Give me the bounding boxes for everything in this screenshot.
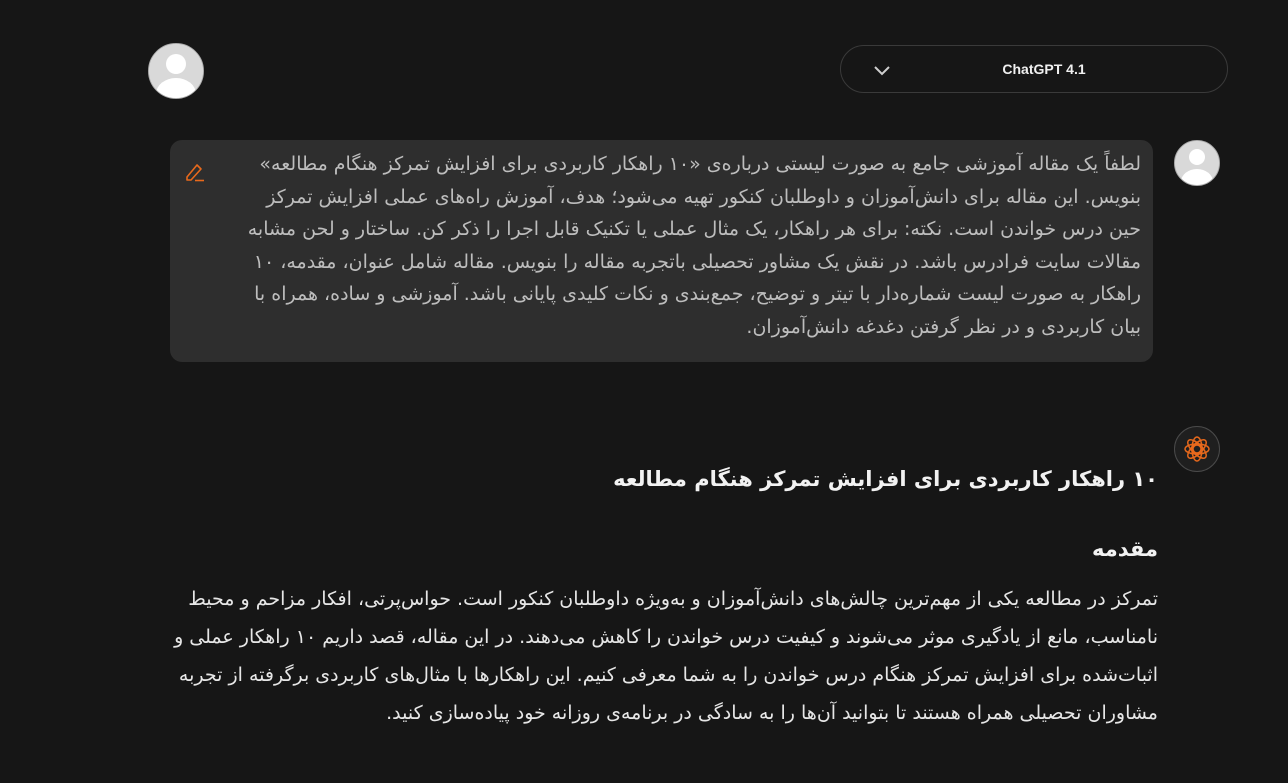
answer-title: ۱۰ راهکار کاربردی برای افزایش تمرکز هنگام مطالعه — [613, 467, 1158, 491]
assistant-avatar — [1174, 426, 1220, 472]
account-avatar[interactable] — [148, 43, 204, 99]
user-avatar-icon — [149, 44, 203, 98]
model-selector[interactable] — [840, 45, 1228, 93]
assistant-logo-icon — [1183, 435, 1211, 463]
pencil-icon — [182, 158, 208, 184]
edit-message-button[interactable] — [182, 158, 208, 184]
intro-paragraph: تمرکز در مطالعه یکی از مهم‌ترین چالش‌های دانش‌آموزان و به‌ویژه داوطلبان کنکور است. حواس‌پرتی، افکار مزاحم و محیط نامناسب، مانع از یادگیری موثر می‌شوند و کیفیت درس خواندن را کاهش می‌دهند. در این مقاله، قصد داریم ۱۰ راهکار عملی و اثبات‌شده برای افزایش تمرکز هنگام درس خواندن را به شما معرفی کنیم. این راهکارها با مثال‌های کاربردی برگرفته از تجربه مشاوران تحصیلی همراه هستند تا بتوانید آن‌ها را به سادگی در برنامه‌ی روزانه خود پیاده‌سازی کنید. — [174, 588, 1158, 724]
intro-heading: مقدمه — [1092, 537, 1158, 561]
user-message-avatar — [1174, 140, 1220, 186]
model-label: ChatGPT 4.1 — [1002, 61, 1086, 77]
user-avatar-icon — [1175, 141, 1219, 185]
user-message-bubble — [170, 140, 1153, 362]
user-message-text: لطفاً یک مقاله آموزشی جامع به صورت لیستی درباره‌ی «۱۰ راهکار کاربردی برای افزایش تمرکز هنگام مطالعه» بنویس. این مقاله برای دانش‌آموزان و داوطلبان کنکور تهیه می‌شود؛ هدف، آموزش راه‌های عملی افزایش تمرکز حین درس خواندن است. نکته: برای هر راهکار، یک مثال عملی یا تکنیک قابل اجرا را ذکر کن. ساختار و لحن مشابه مقالات سایت فرادرس باشد. در نقش یک مشاور تحصیلی باتجربه مقاله را بنویس. مقاله شامل عنوان، مقدمه، ۱۰ راهکار به صورت لیست شماره‌دار با تیتر و توضیح، جمع‌بندی و نکات کلیدی پایانی باشد. آموزشی و ساده، همراه با بیان کاربردی و در نظر گرفتن دغدغه دانش‌آموزان. — [247, 153, 1141, 338]
